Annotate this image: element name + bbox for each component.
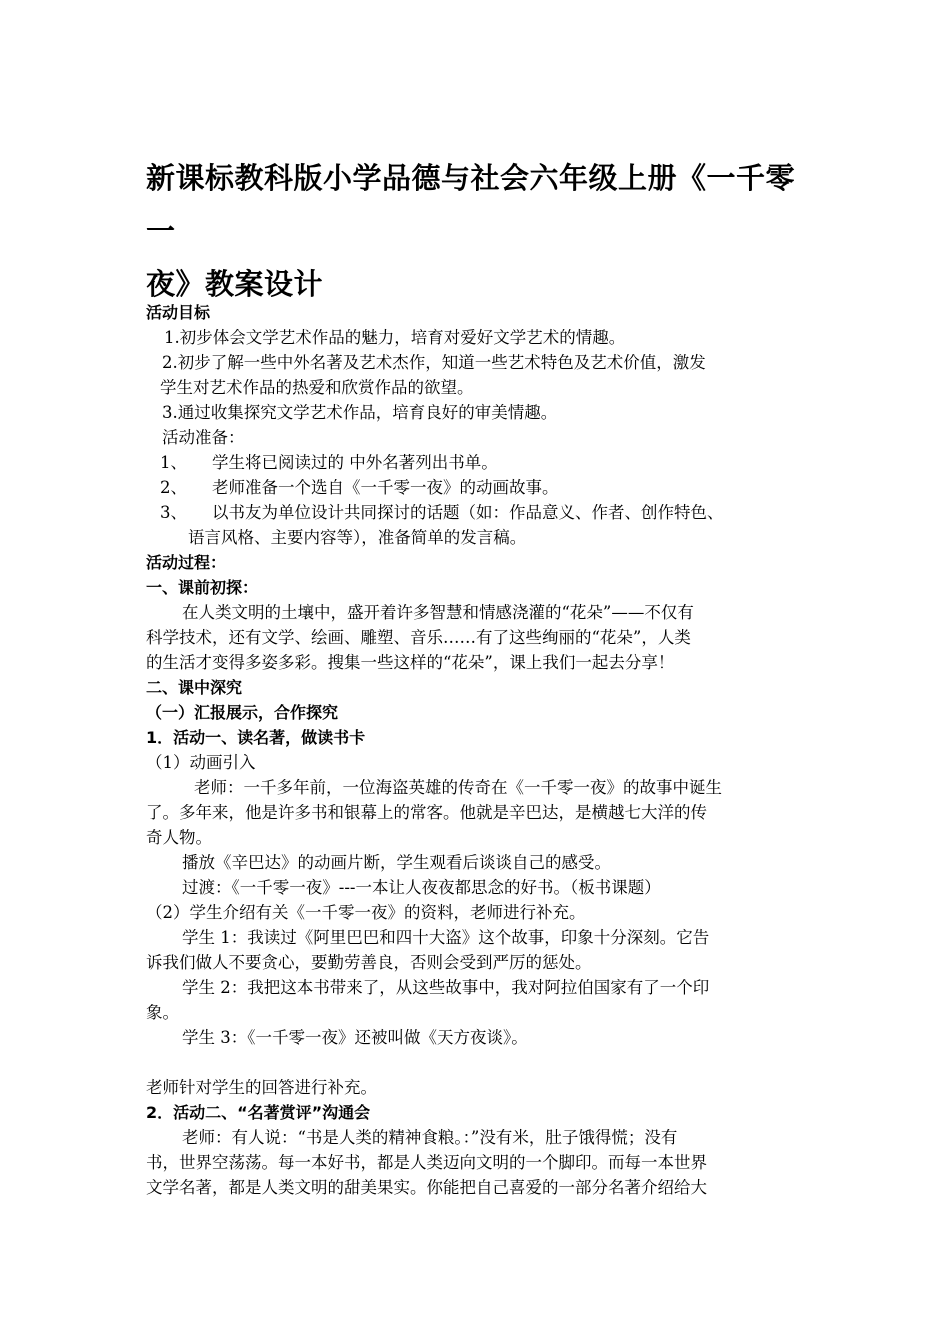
title-line-1: 新课标教科版小学品德与社会六年级上册《一千零一 xyxy=(146,161,796,248)
section-2-heading: 二、课中深究 xyxy=(146,678,243,697)
prep-item-1-text: 学生将已阅读过的 中外名著列出书单。 xyxy=(212,453,498,472)
transition-text: 过渡：《一千零一夜》---一本让人夜夜都思念的好书。（板书课题） xyxy=(182,878,661,897)
student-1-line-1: 学生 1：我读过《阿里巴巴和四十大盗》这个故事，印象十分深刻。它告 xyxy=(182,928,710,947)
play-animation-text: 播放《辛巴达》的动画片断，学生观看后谈谈自己的感受。 xyxy=(182,853,611,872)
teacher-quote-line-1: 老师：有人说：“书是人类的精神食粮。：”没有米，肚子饿得慌；没有 xyxy=(182,1128,678,1147)
prep-item-1 xyxy=(146,450,810,475)
section-1-paragraph-line-1: 在人类文明的土壤中，盛开着许多智慧和情感浇灌的“花朵”——不仅有 xyxy=(182,603,694,622)
prep-item-3-text: 以书友为单位设计共同探讨的话题（如：作品意义、作者、创作特色、 xyxy=(212,503,724,522)
document-title xyxy=(146,152,816,311)
document-body xyxy=(146,300,810,1200)
prep-item-2 xyxy=(146,475,810,500)
section-1-paragraph-line-3: 的生活才变得多姿多彩。搜集一些这样的“花朵”，课上我们一起去分享！ xyxy=(146,653,675,672)
student-3-text: 学生 3：《一千零一夜》还被叫做《天方夜谈》。 xyxy=(182,1028,528,1047)
activity-2-heading: 2．活动二、“名著赏评”沟通会 xyxy=(146,1103,371,1122)
preparation-heading: 活动准备： xyxy=(162,428,245,447)
prep-item-3-number: 3、 xyxy=(160,503,187,522)
prep-item-3 xyxy=(146,500,810,525)
objective-2-line-1: 2.初步了解一些中外名著及艺术杰作，知道一些艺术特色及艺术价值，激发 xyxy=(162,353,706,372)
teacher-intro-line-1: 老师：一千多年前，一位海盗英雄的传奇在《一千零一夜》的故事中诞生 xyxy=(194,778,722,797)
title-line-2: 夜》教案设计 xyxy=(146,267,324,301)
teacher-quote-line-3: 文学名著，都是人类文明的甜美果实。你能把自己喜爱的一部分名著介绍给大 xyxy=(146,1178,707,1197)
prep-item-1-number: 1、 xyxy=(160,453,187,472)
student-2-line-2: 象。 xyxy=(146,1003,179,1022)
objective-1: 1.初步体会文学艺术作品的魅力，培育对爱好文学艺术的情趣。 xyxy=(164,328,626,347)
prep-item-2-text: 老师准备一个选自《一千零一夜》的动画故事。 xyxy=(212,478,559,497)
subsection-1-heading: （一）汇报展示，合作探究 xyxy=(146,703,339,722)
blank-line xyxy=(146,1050,810,1075)
teacher-quote-line-2: 书，世界空荡荡。每一本好书，都是人类迈向文明的一个脚印。而每一本世界 xyxy=(146,1153,707,1172)
section-1-heading: 一、课前初探： xyxy=(146,578,259,597)
teacher-intro-line-2: 了。多年来，他是许多书和银幕上的常客。他就是辛巴达，是横越七大洋的传 xyxy=(146,803,707,822)
prep-item-3-continued: 语言风格、主要内容等），准备简单的发言稿。 xyxy=(188,528,527,547)
process-heading: 活动过程： xyxy=(146,553,227,572)
student-1-line-2: 诉我们做人不要贪心，要勤劳善良，否则会受到严厉的惩处。 xyxy=(146,953,592,972)
objective-2-line-2: 学生对艺术作品的热爱和欣赏作品的欲望。 xyxy=(160,378,474,397)
objectives-heading: 活动目标 xyxy=(146,303,211,322)
objective-3: 3.通过收集探究文学艺术作品，培育良好的审美情趣。 xyxy=(162,403,558,422)
prep-item-2-number: 2、 xyxy=(160,478,187,497)
teacher-intro-line-3: 奇人物。 xyxy=(146,828,212,847)
student-2-line-1: 学生 2：我把这本书带来了，从这些故事中，我对阿拉伯国家有了一个印 xyxy=(182,978,710,997)
teacher-supplement-text: 老师针对学生的回答进行补充。 xyxy=(146,1078,377,1097)
step-1-label: （1）动画引入 xyxy=(146,753,256,772)
section-1-paragraph-line-2: 科学技术，还有文学、绘画、雕塑、音乐……有了这些绚丽的“花朵”，人类 xyxy=(146,628,691,647)
step-2-label: （2）学生介绍有关《一千零一夜》的资料，老师进行补充。 xyxy=(146,903,586,922)
activity-1-heading: 1．活动一、读名著，做读书卡 xyxy=(146,728,366,747)
